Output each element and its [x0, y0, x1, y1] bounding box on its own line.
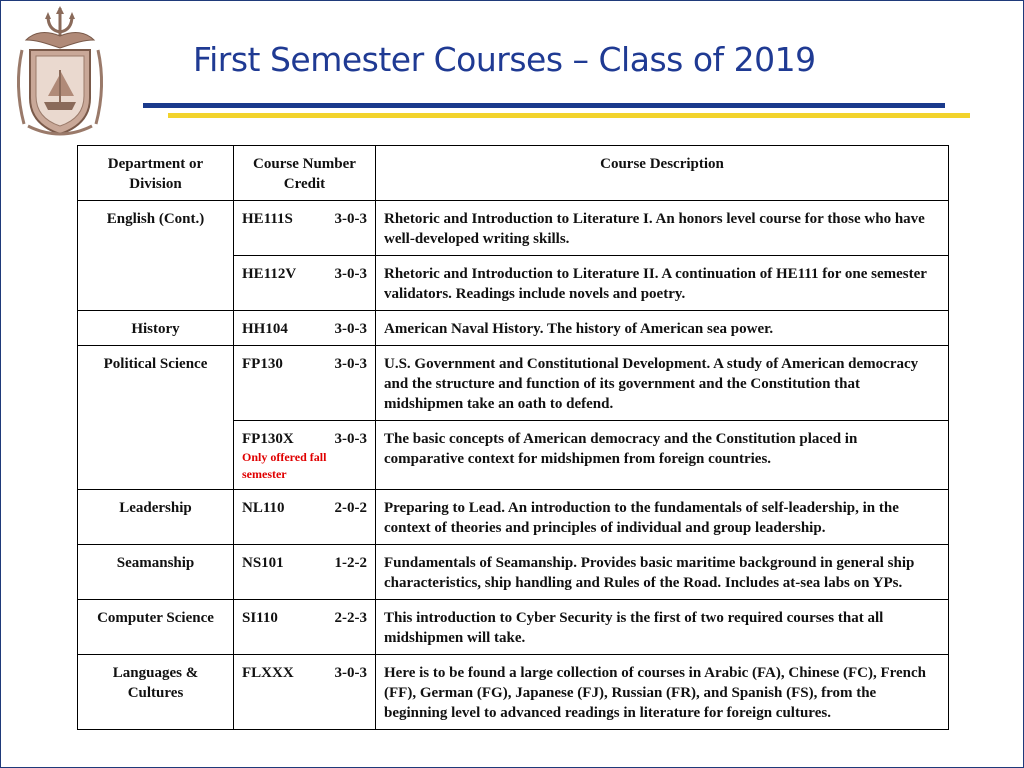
- course-code: HE111S: [242, 211, 293, 227]
- header-description: Course Description: [376, 146, 949, 201]
- course-credit: 3-0-3: [334, 321, 367, 337]
- header-course-number: Course Number Credit: [234, 146, 376, 201]
- table-row: [78, 545, 949, 600]
- course-code: FP130X: [242, 431, 294, 447]
- course-description: U.S. Government and Constitutional Development. A study of American democracy and the structure and function of its government and the Constitution that midshipmen take an oath to defend.: [376, 346, 949, 421]
- course-code: HH104: [242, 321, 288, 337]
- dept-cell: Political Science: [78, 346, 234, 490]
- table-row: [78, 346, 949, 421]
- course-credit: 3-0-3: [334, 266, 367, 282]
- course-number-cell: [234, 545, 376, 600]
- course-credit: 3-0-3: [334, 431, 367, 447]
- course-code: NS101: [242, 555, 284, 571]
- course-code: NL110: [242, 500, 285, 516]
- course-credit: 3-0-3: [334, 211, 367, 227]
- course-number-cell: [234, 201, 376, 256]
- course-code: SI110: [242, 610, 278, 626]
- table-row: [78, 600, 949, 655]
- table-row: [78, 311, 949, 346]
- dept-cell: Leadership: [78, 490, 234, 545]
- header-department: Department or Division: [78, 146, 234, 201]
- course-number-cell: [234, 600, 376, 655]
- course-code: FLXXX: [242, 665, 294, 681]
- table-row: [78, 655, 949, 730]
- title-rule-gold: [168, 113, 970, 118]
- course-number-cell: [234, 256, 376, 311]
- course-description: Rhetoric and Introduction to Literature II. A continuation of HE111 for one semester validators. Readings include novels and poetry.: [376, 256, 949, 311]
- title-rule-blue: [143, 103, 945, 108]
- dept-cell: History: [78, 311, 234, 346]
- course-code: HE112V: [242, 266, 297, 282]
- courses-table: [77, 145, 949, 730]
- course-description: Fundamentals of Seamanship. Provides basic maritime background in general ship characteristics, ship handling and Rules of the Road. Includes at-sea labs on YPs.: [376, 545, 949, 600]
- course-number-cell: [234, 490, 376, 545]
- naval-academy-crest-icon: [8, 6, 112, 146]
- course-credit: 3-0-3: [334, 356, 367, 372]
- course-credit: 2-0-2: [334, 500, 367, 516]
- table-header-row: [78, 146, 949, 201]
- course-credit: 1-2-2: [334, 555, 367, 571]
- course-number-cell: [234, 655, 376, 730]
- dept-cell: Computer Science: [78, 600, 234, 655]
- dept-cell: Seamanship: [78, 545, 234, 600]
- course-note: Only offered fall semester: [242, 450, 327, 481]
- course-description: The basic concepts of American democracy and the Constitution placed in comparative context for midshipmen from foreign countries.: [376, 421, 949, 490]
- course-description: American Naval History. The history of American sea power.: [376, 311, 949, 346]
- table-row: [78, 490, 949, 545]
- course-credit: 2-2-3: [334, 610, 367, 626]
- course-number-cell: [234, 346, 376, 421]
- course-code: FP130: [242, 356, 283, 372]
- dept-cell: Languages & Cultures: [78, 655, 234, 730]
- course-description: Preparing to Lead. An introduction to the fundamentals of self-leadership, in the context of theories and principles of individual and group leadership.: [376, 490, 949, 545]
- course-number-cell: [234, 421, 376, 490]
- table-row: [78, 201, 949, 256]
- dept-cell: English (Cont.): [78, 201, 234, 311]
- course-credit: 3-0-3: [334, 665, 367, 681]
- course-description: Here is to be found a large collection of courses in Arabic (FA), Chinese (FC), French (FF), German (FG), Japanese (FJ), Russian (FR), and Spanish (FS), from the beginning level to advanced readings in literature for foreign cultures.: [376, 655, 949, 730]
- course-description: This introduction to Cyber Security is the first of two required courses that all midshipmen will take.: [376, 600, 949, 655]
- page-title: First Semester Courses – Class of 2019: [193, 40, 816, 79]
- course-number-cell: [234, 311, 376, 346]
- course-description: Rhetoric and Introduction to Literature I. An honors level course for those who have well-developed writing skills.: [376, 201, 949, 256]
